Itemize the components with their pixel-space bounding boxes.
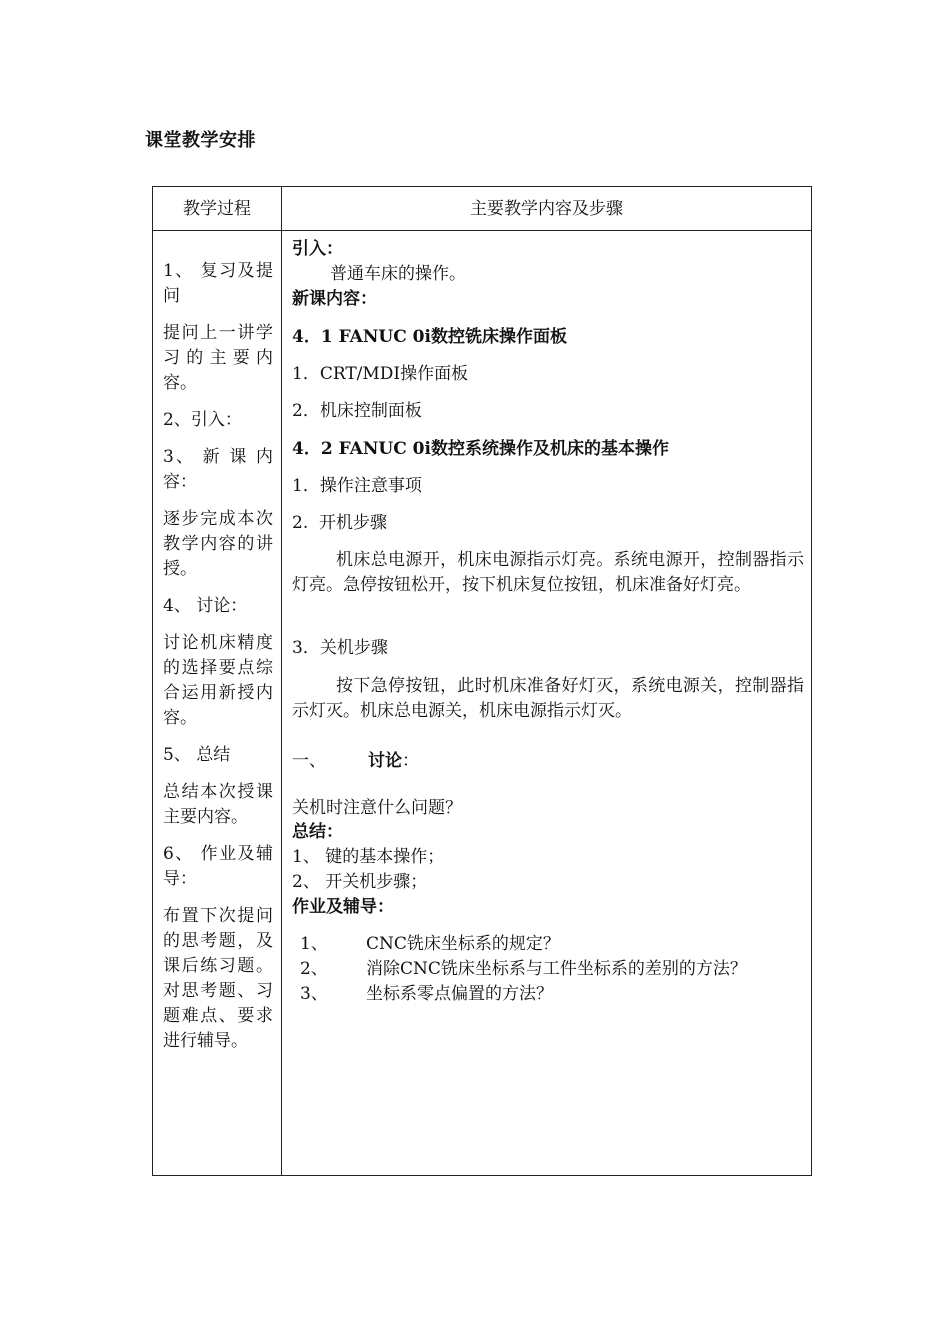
summary-item-1: 1、 键的基本操作； bbox=[292, 847, 445, 867]
item-machine-panel: 2．机床控制面板 bbox=[292, 401, 422, 421]
new-content-heading: 新课内容： bbox=[292, 289, 377, 309]
discussion-label: 讨论 bbox=[368, 751, 402, 771]
op-shutdown: 3．关机步骤 bbox=[292, 638, 388, 658]
homework-item-2: 2、 消除CNC铣床坐标系与工件坐标系的差别的方法？ bbox=[300, 959, 747, 979]
discussion-number: 一、 bbox=[292, 751, 326, 771]
op-startup-text: 机床总电源开，机床电源指示灯亮。系统电源开，控制器指示灯亮。急停按钮松开，按下机床复位按钮，机床准备好灯亮。 bbox=[292, 550, 804, 595]
homework-item-3: 3、 坐标系零点偏置的方法？ bbox=[300, 984, 553, 1004]
summary-item-2: 2、 开关机步骤； bbox=[292, 872, 428, 892]
page-title: 课堂教学安排 bbox=[145, 130, 256, 151]
step-review-desc: 提问上一讲学习的主要内容。 bbox=[163, 323, 273, 393]
table-header-row bbox=[153, 187, 811, 231]
step-homework-desc: 布置下次提问的思考题，及课后练习题。对思考题、习题难点、要求进行辅导。 bbox=[163, 906, 273, 1051]
section-4-2: 4．2 FANUC 0i数控系统操作及机床的基本操作 bbox=[292, 439, 669, 459]
step-discussion-desc: 讨论机床精度的选择要点综合运用新授内容。 bbox=[163, 633, 273, 728]
step-new-content: 3、 新 课 内容： bbox=[163, 447, 273, 492]
op-precautions: 1．操作注意事项 bbox=[292, 476, 422, 496]
homework-heading: 作业及辅导： bbox=[292, 897, 394, 917]
op-startup: 2. 开机步骤 bbox=[292, 513, 388, 533]
step-homework: 6、 作业及辅导： bbox=[163, 844, 273, 889]
teaching-process-column bbox=[163, 259, 273, 1066]
column-divider bbox=[281, 187, 282, 1175]
lesson-table bbox=[152, 186, 812, 1176]
intro-text: 普通车床的操作。 bbox=[330, 264, 466, 284]
item-crt-mdi: 1．CRT/MDI操作面板 bbox=[292, 364, 469, 384]
step-intro: 2、引入： bbox=[163, 410, 242, 430]
section-4-1: 4．1 FANUC 0i数控铣床操作面板 bbox=[292, 327, 567, 347]
op-shutdown-text: 按下急停按钮，此时机床准备好灯灭，系统电源关，控制器指示灯灭。机床总电源关，机床电源指示灯灭。 bbox=[292, 676, 804, 721]
step-discussion: 4、 讨论： bbox=[163, 596, 248, 616]
step-new-content-desc: 逐步完成本次教学内容的讲授。 bbox=[163, 509, 273, 579]
header-main-content: 主要教学内容及步骤 bbox=[470, 199, 623, 219]
discussion-heading: 一、 讨论： bbox=[292, 751, 419, 771]
summary-heading: 总结： bbox=[292, 822, 343, 842]
header-teaching-process: 教学过程 bbox=[183, 199, 251, 219]
discussion-question: 关机时注意什么问题？ bbox=[292, 798, 462, 818]
step-review: 1、 复习及提问 bbox=[163, 261, 273, 306]
step-summary-desc: 总结本次授课主要内容。 bbox=[163, 782, 273, 827]
homework-item-1: 1、 CNC铣床坐标系的规定？ bbox=[300, 934, 560, 954]
step-summary: 5、 总结 bbox=[163, 745, 231, 765]
intro-heading: 引入： bbox=[292, 239, 343, 259]
